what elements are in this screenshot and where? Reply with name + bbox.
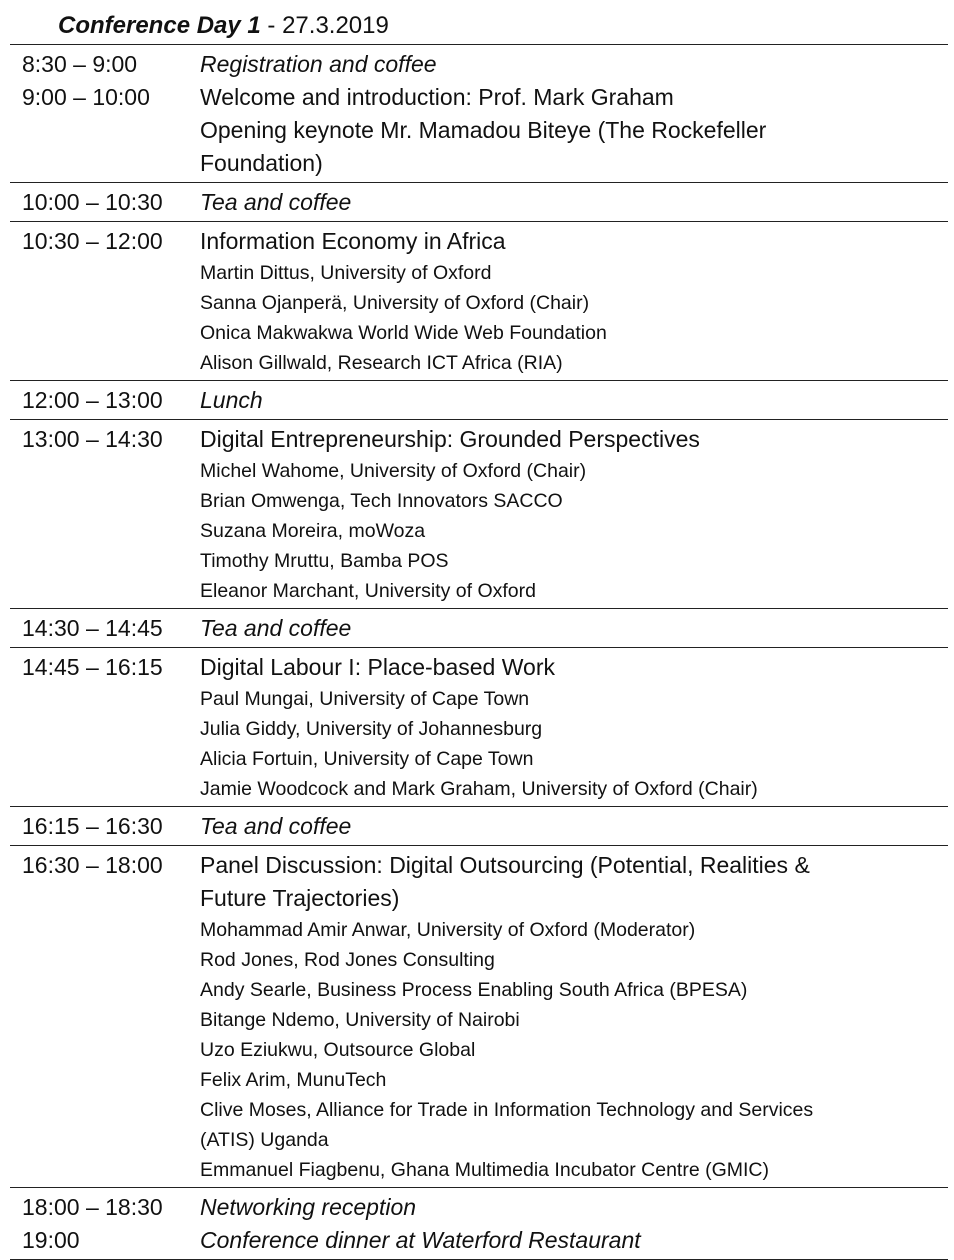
session-title: Opening keynote Mr. Mamadou Biteye (The Rockefeller: [200, 117, 767, 143]
schedule-line: [10, 114, 948, 147]
schedule-block: [10, 45, 948, 183]
time-slot: 12:00 – 13:00: [22, 387, 163, 413]
schedule-table: [10, 44, 948, 1260]
schedule-line: [10, 1125, 948, 1155]
schedule-line: [10, 258, 948, 288]
speaker-entry: Emmanuel Fiagbenu, Ghana Multimedia Incubator Centre (GMIC): [200, 1159, 770, 1181]
schedule-line: [10, 612, 948, 645]
schedule-block: [10, 846, 948, 1188]
session-title: Welcome and introduction: Prof. Mark Graham: [200, 84, 674, 110]
speaker-entry: Andy Searle, Business Process Enabling South Africa (BPESA): [200, 979, 748, 1001]
schedule-line: [10, 576, 948, 606]
session-title: Digital Labour I: Place-based Work: [200, 654, 555, 680]
speaker-entry: Felix Arim, MunuTech: [200, 1069, 387, 1091]
speaker-entry: Michel Wahome, University of Oxford (Chair): [200, 460, 587, 482]
speaker-entry: Mohammad Amir Anwar, University of Oxford (Moderator): [200, 919, 696, 941]
schedule-line: [10, 1155, 948, 1185]
day-date: - 27.3.2019: [260, 12, 389, 39]
break-label: Tea and coffee: [200, 189, 352, 215]
schedule-block: [10, 222, 948, 381]
schedule-line: [10, 546, 948, 576]
break-label: Tea and coffee: [200, 813, 352, 839]
break-label: Tea and coffee: [200, 615, 352, 641]
speaker-entry: Alison Gillwald, Research ICT Africa (RIA): [200, 352, 563, 374]
schedule-line: [10, 1065, 948, 1095]
time-slot: 8:30 – 9:00: [22, 51, 138, 77]
speaker-entry: Julia Giddy, University of Johannesburg: [200, 718, 543, 740]
schedule-line: [10, 714, 948, 744]
speaker-entry: (ATIS) Uganda: [200, 1129, 329, 1151]
schedule-block: [10, 807, 948, 846]
schedule-line: [10, 882, 948, 915]
schedule-line: [10, 486, 948, 516]
break-label: Lunch: [200, 387, 263, 413]
schedule-line: [10, 81, 948, 114]
speaker-entry: Bitange Ndemo, University of Nairobi: [200, 1009, 520, 1031]
speaker-entry: Paul Mungai, University of Cape Town: [200, 688, 530, 710]
schedule-line: [10, 975, 948, 1005]
speaker-entry: Clive Moses, Alliance for Trade in Information Technology and Services: [200, 1099, 814, 1121]
session-title: Foundation): [200, 150, 323, 176]
schedule-line: [10, 810, 948, 843]
schedule-line: [10, 147, 948, 180]
speaker-entry: Alicia Fortuin, University of Cape Town: [200, 748, 534, 770]
schedule-line: [10, 225, 948, 258]
schedule-block: [10, 381, 948, 420]
schedule-line: [10, 1191, 948, 1224]
speaker-entry: Timothy Mruttu, Bamba POS: [200, 550, 449, 572]
session-title: Information Economy in Africa: [200, 228, 506, 254]
time-slot: 13:00 – 14:30: [22, 426, 163, 452]
speaker-entry: Jamie Woodcock and Mark Graham, University of Oxford (Chair): [200, 778, 758, 800]
time-slot: 9:00 – 10:00: [22, 84, 150, 110]
speaker-entry: Brian Omwenga, Tech Innovators SACCO: [200, 490, 563, 512]
schedule-line: [10, 849, 948, 882]
speaker-entry: Suzana Moreira, moWoza: [200, 520, 426, 542]
session-title: Future Trajectories): [200, 885, 400, 911]
time-slot: 16:15 – 16:30: [22, 813, 163, 839]
schedule-line: [10, 1035, 948, 1065]
schedule-block: [10, 183, 948, 222]
schedule-line: [10, 1224, 948, 1257]
time-slot: 18:00 – 18:30: [22, 1194, 163, 1220]
speaker-entry: Rod Jones, Rod Jones Consulting: [200, 949, 495, 971]
schedule-line: [10, 945, 948, 975]
break-label: Registration and coffee: [200, 51, 437, 77]
schedule-line: [10, 348, 948, 378]
schedule-line: [10, 186, 948, 219]
schedule-block: [10, 648, 948, 807]
schedule-line: [10, 318, 948, 348]
speaker-entry: Martin Dittus, University of Oxford: [200, 262, 492, 284]
schedule-line: [10, 1005, 948, 1035]
break-label: Conference dinner at Waterford Restaurant: [200, 1227, 641, 1253]
schedule-line: [10, 288, 948, 318]
schedule-line: [10, 516, 948, 546]
day-title: Conference Day 1: [58, 12, 261, 39]
schedule-line: [10, 774, 948, 804]
schedule-line: [10, 1095, 948, 1125]
schedule-line: [10, 915, 948, 945]
speaker-entry: Eleanor Marchant, University of Oxford: [200, 580, 536, 602]
schedule-block: [10, 609, 948, 648]
schedule-block: [10, 420, 948, 609]
break-label: Networking reception: [200, 1194, 417, 1220]
time-slot: 14:30 – 14:45: [22, 615, 163, 641]
speaker-entry: Sanna Ojanperä, University of Oxford (Chair): [200, 292, 590, 314]
schedule-line: [10, 423, 948, 456]
schedule-line: [10, 456, 948, 486]
schedule-line: [10, 651, 948, 684]
schedule-block: [10, 1188, 948, 1260]
schedule-line: [10, 48, 948, 81]
schedule-header: [10, 8, 948, 44]
session-title: Panel Discussion: Digital Outsourcing (Potential, Realities &: [200, 852, 810, 878]
schedule-line: [10, 744, 948, 774]
time-slot: 10:30 – 12:00: [22, 228, 163, 254]
time-slot: 19:00: [22, 1227, 80, 1253]
speaker-entry: Onica Makwakwa World Wide Web Foundation: [200, 322, 607, 344]
time-slot: 14:45 – 16:15: [22, 654, 163, 680]
time-slot: 10:00 – 10:30: [22, 189, 163, 215]
schedule-line: [10, 384, 948, 417]
time-slot: 16:30 – 18:00: [22, 852, 163, 878]
session-title: Digital Entrepreneurship: Grounded Perspectives: [200, 426, 700, 452]
schedule-line: [10, 684, 948, 714]
speaker-entry: Uzo Eziukwu, Outsource Global: [200, 1039, 476, 1061]
